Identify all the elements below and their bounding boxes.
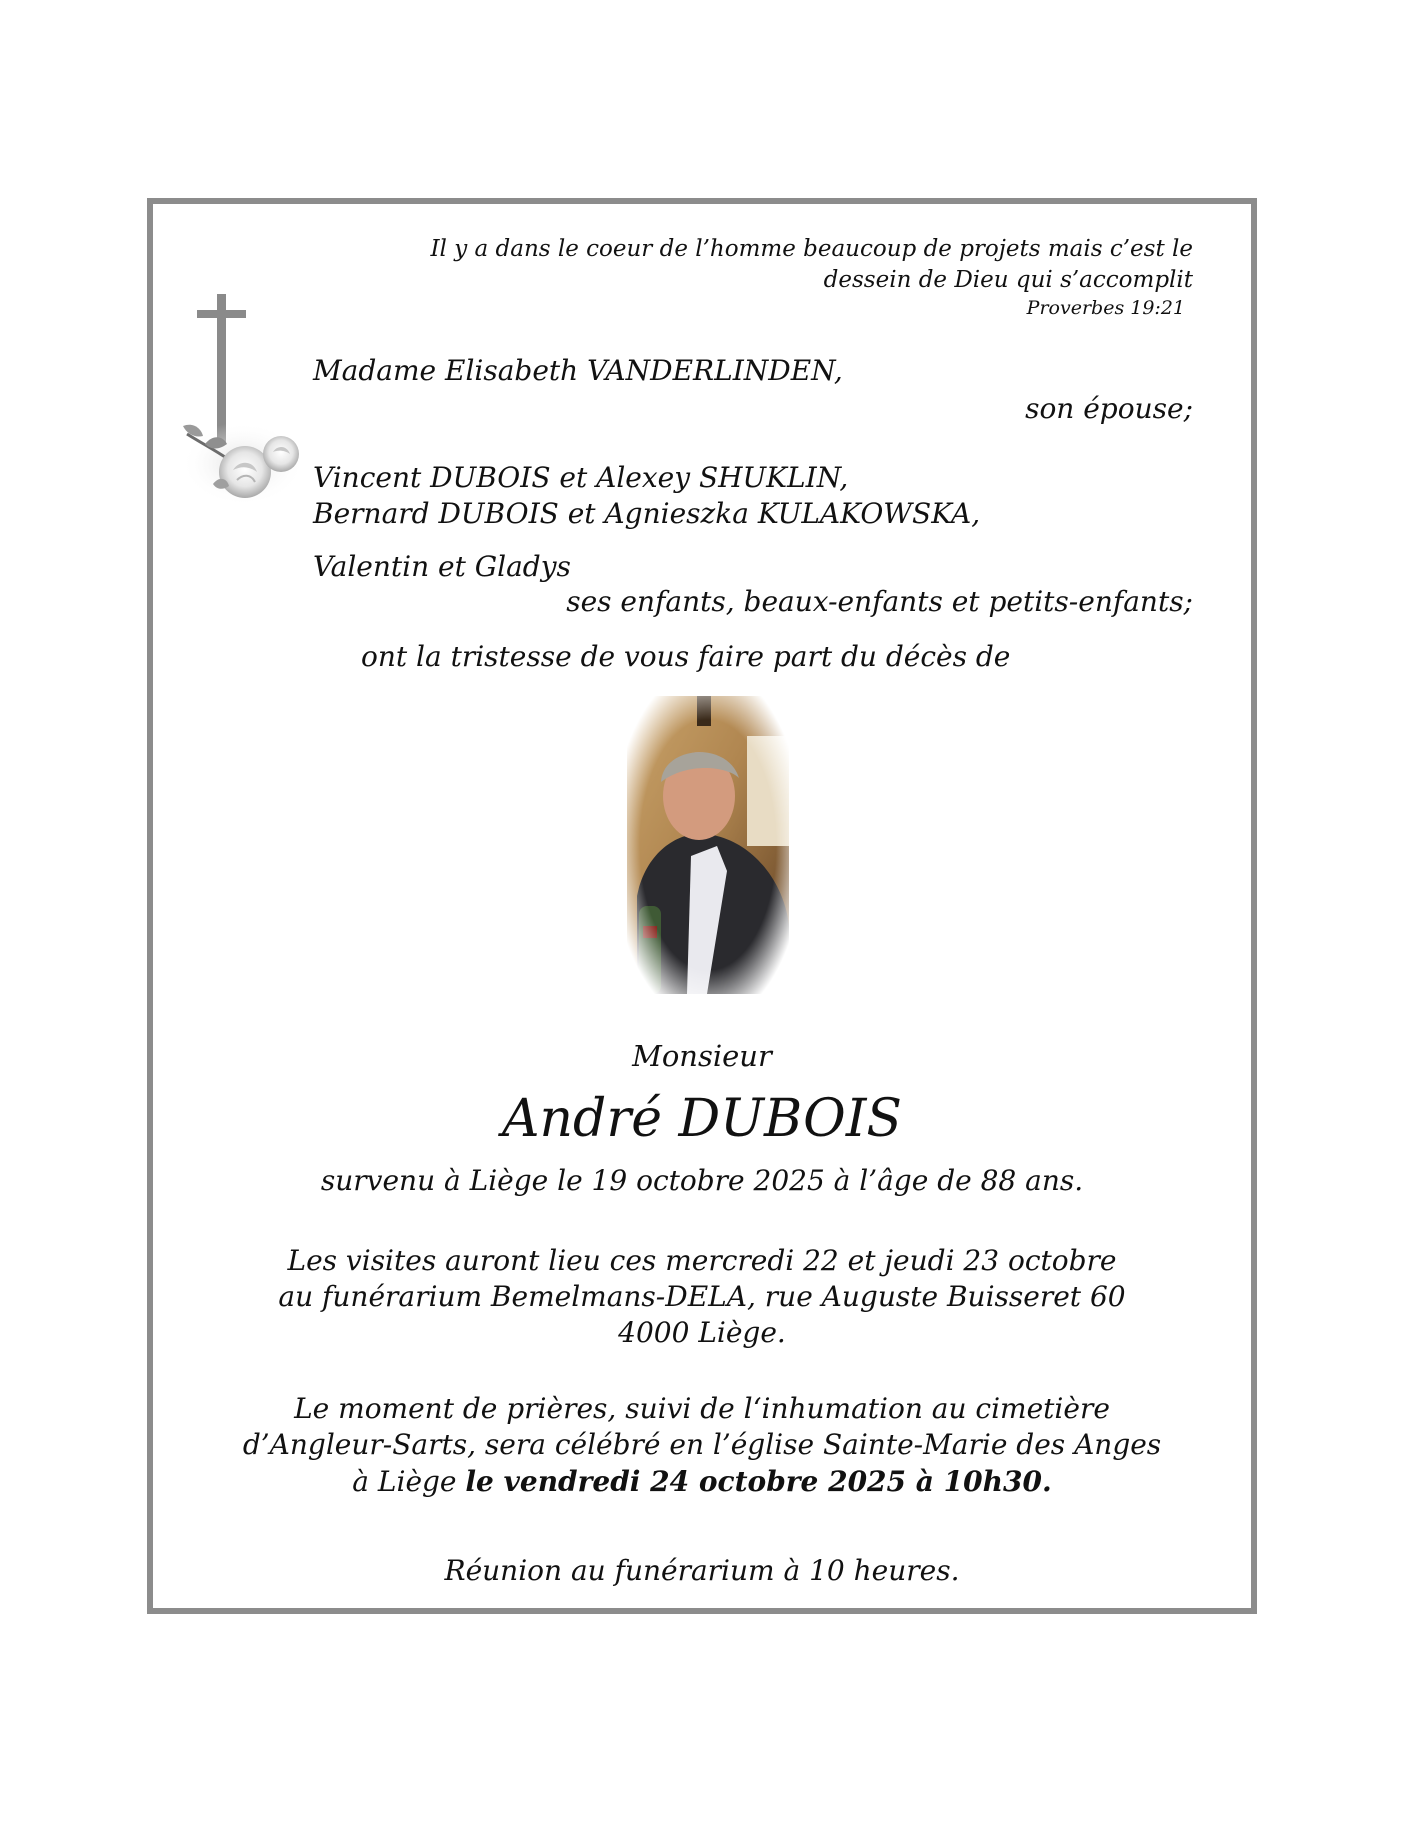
white-roses-icon xyxy=(183,422,305,506)
deceased-name: André DUBOIS xyxy=(502,1089,902,1149)
cross-icon xyxy=(197,294,246,444)
quote-line-2: dessein de Dieu qui s’accomplit xyxy=(823,267,1193,293)
children-relation: ses enfants, beaux-enfants et petits-enfants; xyxy=(566,585,1193,618)
reunion-line: Réunion au funérarium à 10 heures. xyxy=(444,1554,960,1587)
ceremony-line-1: Le moment de prières, suivi de l‘inhumation au cimetière xyxy=(294,1392,1110,1425)
quote-reference: Proverbes 19:21 xyxy=(1026,297,1185,319)
spouse-relation: son épouse; xyxy=(1025,392,1193,425)
spouse-name: Madame Elisabeth VANDERLINDEN, xyxy=(313,354,843,387)
children-line-1: Vincent DUBOIS et Alexey SHUKLIN, xyxy=(313,461,849,494)
bible-quote xyxy=(430,234,1193,320)
children-line-2: Bernard DUBOIS et Agnieszka KULAKOWSKA, xyxy=(313,497,981,530)
cross-with-roses xyxy=(183,294,313,524)
portrait-photo xyxy=(627,696,789,994)
children-line-3: Valentin et Gladys xyxy=(313,550,571,583)
ceremony-line-3 xyxy=(153,1465,1251,1498)
announcement-frame xyxy=(147,198,1257,1614)
quote-line-1: Il y a dans le coeur de l’homme beaucoup de projets mais c’est le xyxy=(430,236,1193,262)
visits-line-1: Les visites auront lieu ces mercredi 22 et jeudi 23 octobre xyxy=(287,1244,1117,1277)
ceremony-place: à Liège xyxy=(352,1465,466,1498)
announcement-text: ont la tristesse de vous faire part du décès de xyxy=(361,640,1011,673)
deceased-title: Monsieur xyxy=(632,1039,772,1073)
ceremony-date-time: le vendredi 24 octobre 2025 à 10h30. xyxy=(465,1465,1052,1498)
visits-line-3: 4000 Liège. xyxy=(618,1316,786,1349)
visits-line-2: au funérarium Bemelmans-DELA, rue Auguste Buisseret 60 xyxy=(278,1280,1126,1313)
death-line: survenu à Liège le 19 octobre 2025 à l’âge de 88 ans. xyxy=(320,1164,1084,1197)
ceremony-line-2: d’Angleur-Sarts, sera célébré en l’église Sainte-Marie des Anges xyxy=(242,1428,1162,1461)
